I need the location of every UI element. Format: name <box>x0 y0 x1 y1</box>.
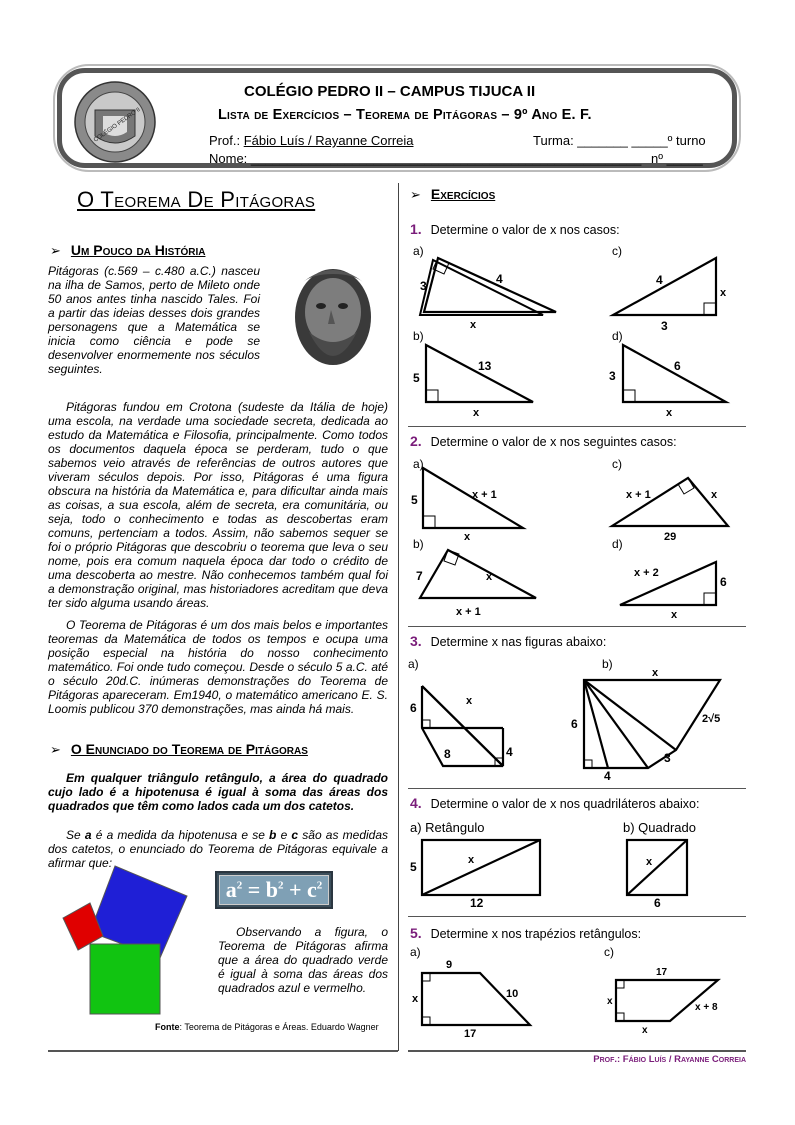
square-4b <box>627 840 687 895</box>
svg-text:x: x <box>486 571 493 583</box>
svg-text:x: x <box>473 407 480 419</box>
triangle-1d <box>609 345 726 419</box>
divider-q3 <box>408 788 746 789</box>
svg-text:x + 8: x + 8 <box>695 1002 718 1013</box>
triangle-2d <box>620 562 727 620</box>
label-2b: b) <box>413 537 424 551</box>
q1-figures <box>408 250 748 425</box>
prof-line: Prof.: Fábio Luís / Rayanne Correia <box>209 133 414 148</box>
triangle-1b <box>413 345 533 419</box>
svg-text:x + 2: x + 2 <box>634 567 659 579</box>
svg-text:8: 8 <box>444 747 451 761</box>
question-1: 1. Determine o valor de x nos casos: <box>410 221 620 237</box>
bottom-rule-left <box>48 1050 398 1052</box>
arrow-bullet-icon: ➢ <box>50 742 61 757</box>
question-2: 2. Determine o valor de x nos seguintes casos: <box>410 433 677 449</box>
label-2d: d) <box>612 537 623 551</box>
label-4b: b) Quadrado <box>623 820 696 835</box>
q2-figures <box>408 460 748 620</box>
svg-text:COLÉGIO PEDRO II: COLÉGIO PEDRO II <box>92 106 142 144</box>
svg-text:17: 17 <box>464 1028 477 1040</box>
svg-text:3: 3 <box>420 279 427 293</box>
svg-text:29: 29 <box>664 531 677 543</box>
label-2c: c) <box>612 457 622 471</box>
svg-text:x: x <box>466 695 473 707</box>
svg-text:3: 3 <box>661 319 668 333</box>
svg-text:6: 6 <box>571 717 578 731</box>
divider-q2 <box>408 626 746 627</box>
arrow-bullet-icon: ➢ <box>410 187 421 202</box>
history-paragraph-1: Pitágoras (c.569 – c.480 a.C.) nasceu na ilha de Samos, perto de Mileto onde 50 anos antes tinha nascido Tales. Foi a partir das ideias desses dois grandes personagens que a Matemática se inicia como ciência e pode se desenvolver enormemente nos séculos seguintes. <box>48 264 260 376</box>
svg-text:6: 6 <box>674 359 681 373</box>
question-5: 5. Determine x nos trapézios retângulos: <box>410 925 642 941</box>
figure-3b <box>584 680 720 768</box>
label-1d: d) <box>612 329 623 343</box>
section-statement: ➢ O Enunciado do Teorema de Pitágoras <box>50 741 308 757</box>
label-1c: c) <box>612 244 622 258</box>
nome-field[interactable]: Nome: ______________________________________________________ <box>209 151 642 166</box>
svg-text:x: x <box>711 489 718 501</box>
divider-q4 <box>408 916 746 917</box>
history-paragraph-2: Pitágoras fundou em Crotona (sudeste da Itália de hoje) uma escola, na verdade uma sociedade secreta, dedicada ao estudo da Matemática e Filosofia, principalmente. Como todos os documentos daquela época se perderam, tudo o que sabemos veio através de referências de outros autores que viveram séculos depois. Por isso, Pitágoras é uma figura obscura na história da Matemática e, para dificultar ainda mais as coisas, a sua escola, além de secreta, era comunitária, ou seja, todo o conhecimento e todas as descobertas eram comuns, pertenciam a todos. Assim, não sabemos sequer se foi o próprio Pitágoras que descobriu o teorema que leva o seu nome, pois era comum naquela época dar todo o crédito de uma descoberta ao mestre. Não conhecemos também qual foi a demonstração original, mas historiadores acreditam que deva ter sido alguma usando áreas. <box>48 400 388 610</box>
trapezoid-5c <box>616 980 718 1021</box>
svg-text:13: 13 <box>478 359 492 373</box>
svg-text:x: x <box>607 996 613 1007</box>
svg-text:6: 6 <box>654 896 661 910</box>
svg-text:x + 1: x + 1 <box>626 489 651 501</box>
footer-credit: Prof.: Fábio Luís / Rayanne Correia <box>593 1054 746 1065</box>
turma-field[interactable]: Turma: _______ _____º turno <box>533 133 706 148</box>
section-history: ➢ Um Pouco da História <box>50 242 206 258</box>
svg-text:5: 5 <box>411 493 418 507</box>
svg-text:12: 12 <box>470 896 484 910</box>
svg-text:x: x <box>468 854 475 866</box>
svg-text:3: 3 <box>609 369 616 383</box>
svg-text:2√5: 2√5 <box>702 713 721 725</box>
figure-3a <box>422 686 503 766</box>
svg-text:x: x <box>412 993 419 1005</box>
formula-box: $a^2 = b^2 + c^2$ <box>215 871 333 909</box>
svg-text:x: x <box>470 319 477 331</box>
section-exercises: ➢ Exercícios <box>410 186 496 202</box>
label-2a: a) <box>413 457 424 471</box>
pythagoras-squares-figure <box>60 858 200 1018</box>
q4-figures <box>408 835 748 910</box>
q5-figures <box>408 955 748 1040</box>
triangle-2c <box>612 478 728 543</box>
svg-text:5: 5 <box>413 371 420 385</box>
list-title: Lista de Exercícios – Teorema de Pitágoras – 9º Ano E. F. <box>218 107 592 123</box>
school-seal-icon <box>73 80 157 164</box>
svg-text:7: 7 <box>416 569 423 583</box>
svg-text:6: 6 <box>410 701 417 715</box>
svg-text:4: 4 <box>656 273 663 287</box>
rectangle-4a <box>422 840 540 895</box>
pythagoras-bust-image <box>273 262 393 380</box>
page-title: O Teorema De Pitágoras <box>77 187 316 212</box>
svg-text:9: 9 <box>446 959 453 971</box>
triangle-1a <box>420 258 556 331</box>
svg-text:5: 5 <box>410 860 417 874</box>
label-3b: b) <box>602 657 613 671</box>
question-4: 4. Determine o valor de x nos quadriláteros abaixo: <box>410 795 700 811</box>
triangle-1c <box>613 258 727 333</box>
svg-text:6: 6 <box>720 575 727 589</box>
observe-paragraph: Observando a figura, o Teorema de Pitágoras afirma que a área do quadrado verde é igual à soma das áreas dos quadrados azul e vermelho. <box>218 925 388 995</box>
divider-q1 <box>408 426 746 427</box>
svg-text:x + 1: x + 1 <box>472 489 497 501</box>
theorem-paragraph: Se a é a medida da hipotenusa e se b e c são as medidas dos catetos, o enunciado do Teorema de Pitágoras equivale a afirmar que: <box>48 828 389 870</box>
numero-field[interactable]: nº _____ <box>651 151 703 166</box>
source-credit: Fonte: Teorema de Pitágoras e Áreas. Eduardo Wagner <box>155 1022 379 1032</box>
label-5c: c) <box>604 945 614 959</box>
svg-text:x: x <box>671 609 678 620</box>
bottom-rule-right <box>408 1050 746 1052</box>
q3-figures <box>408 660 748 785</box>
label-1b: b) <box>413 329 424 343</box>
label-4a: a) Retângulo <box>410 820 485 835</box>
svg-text:x: x <box>642 1025 648 1036</box>
svg-text:3: 3 <box>664 751 671 765</box>
label-5a: a) <box>410 945 421 959</box>
svg-text:x: x <box>646 856 653 868</box>
svg-text:4: 4 <box>506 745 513 759</box>
arrow-bullet-icon: ➢ <box>50 243 61 258</box>
svg-text:17: 17 <box>656 967 668 978</box>
svg-text:4: 4 <box>604 769 611 783</box>
svg-text:4: 4 <box>496 272 503 286</box>
triangle-2a <box>411 468 523 543</box>
history-paragraph-3: O Teorema de Pitágoras é um dos mais belos e importantes teoremas da Matemática de todos os tempos e ocupa uma posição especial na história do nosso conhecimento matemático. Foi onde tudo começou. Desde o século 5 a.C. até o século 20d.C. inúmeras demonstrações do Teorema de Pitágoras apareceram. Em1940, o matemático americano E. S. Loomis publicou 370 demonstrações, mas ainda há mais. <box>48 618 388 716</box>
question-3: 3. Determine x nas figuras abaixo: <box>410 633 607 649</box>
label-1a: a) <box>413 244 424 258</box>
svg-text:x: x <box>464 531 471 543</box>
svg-text:x: x <box>720 287 727 299</box>
column-divider <box>398 183 399 1051</box>
svg-text:x + 1: x + 1 <box>456 606 481 618</box>
theorem-statement: Em qualquer triângulo retângulo, a área do quadrado cujo lado é a hipotenusa é igual à soma das áreas dos quadrados que têm como lados cada um dos catetos. <box>48 771 388 813</box>
school-name: COLÉGIO PEDRO II – CAMPUS TIJUCA II <box>244 83 536 100</box>
triangle-2b <box>416 550 536 618</box>
label-3a: a) <box>408 657 419 671</box>
svg-text:x: x <box>652 667 659 679</box>
svg-text:x: x <box>666 407 673 419</box>
svg-text:10: 10 <box>506 988 519 1000</box>
